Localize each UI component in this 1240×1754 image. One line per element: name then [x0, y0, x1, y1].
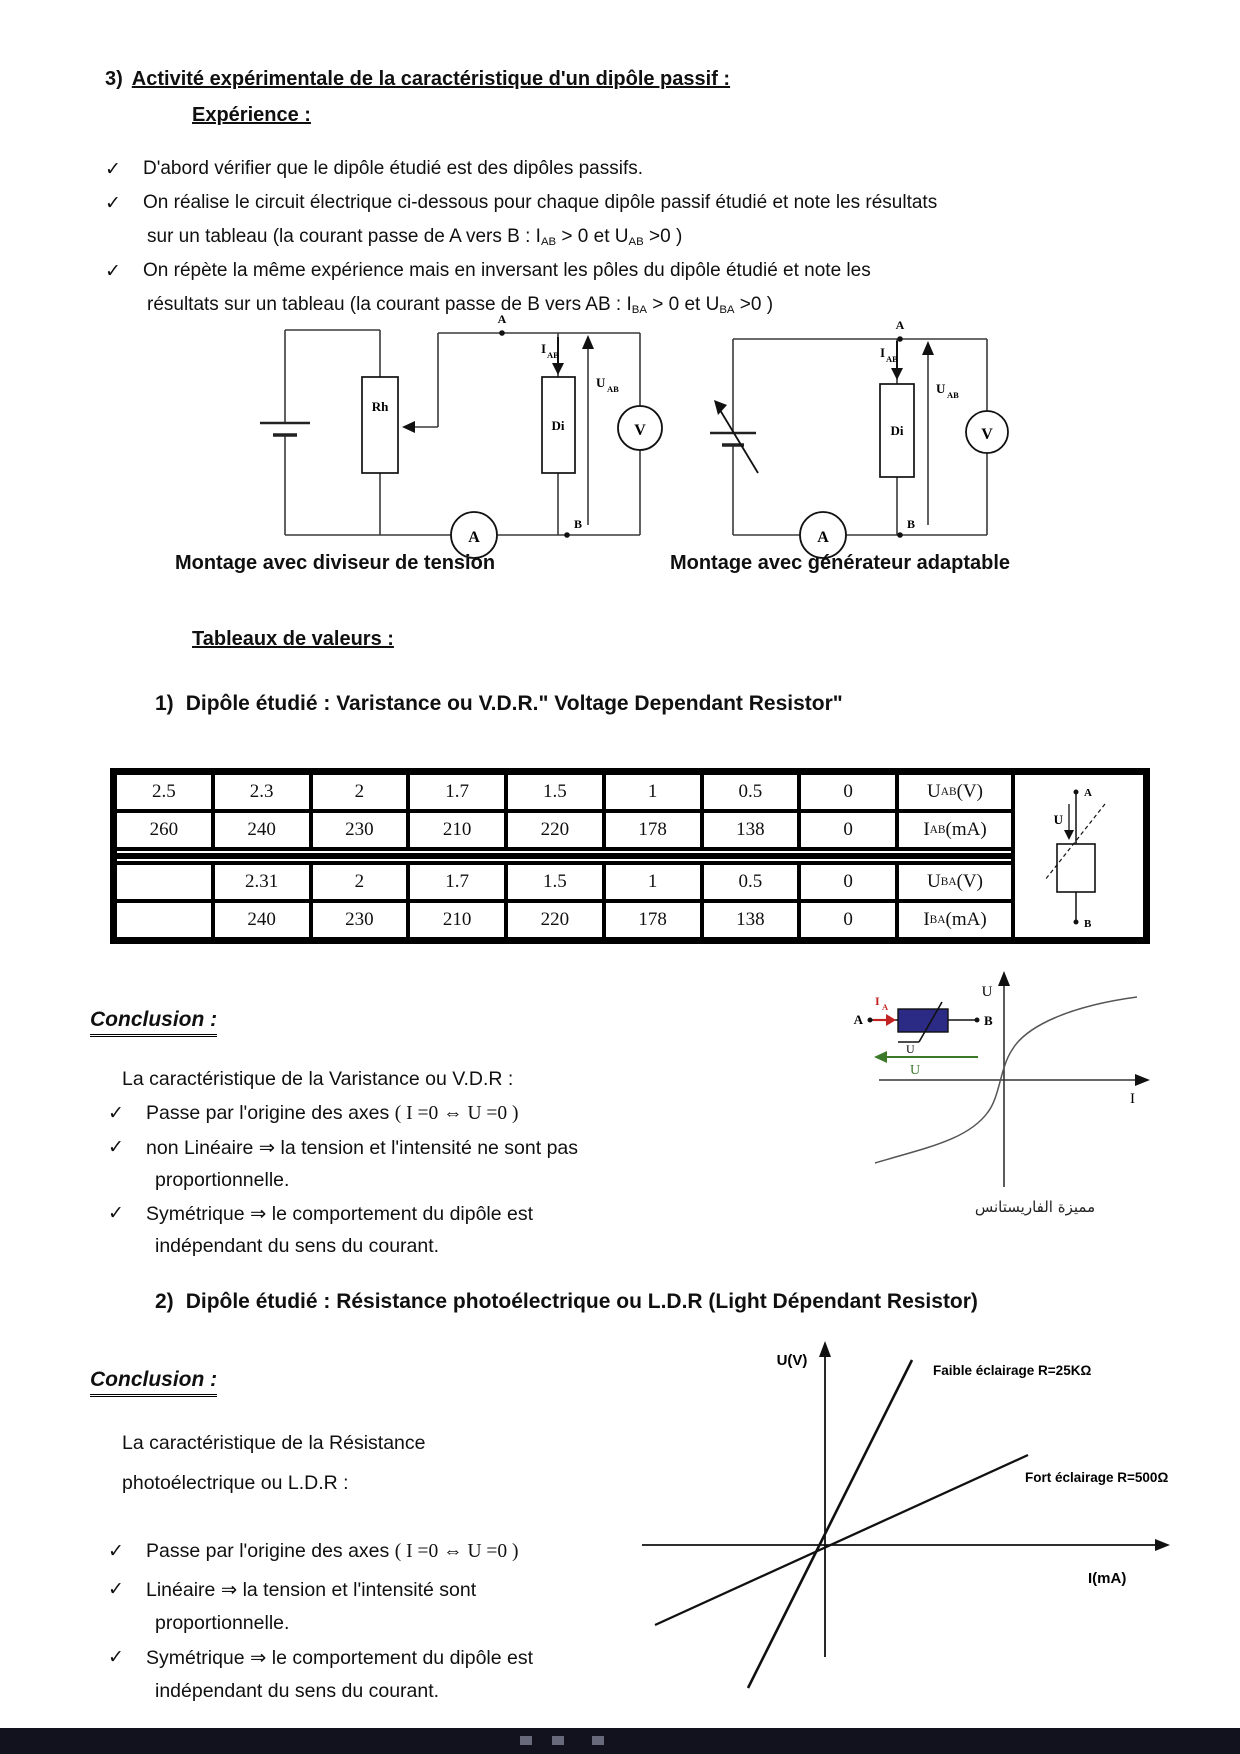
current-sub: A — [882, 1002, 889, 1012]
bullet-text: On réalise le circuit électrique ci-dessous pour chaque dipôle passif étudié et note les résultats — [143, 192, 938, 213]
u-axis-arrow-icon — [998, 971, 1010, 986]
bullet-line — [108, 1578, 476, 1602]
table-cell: 2.3 — [215, 775, 309, 809]
conclusion2-intro-line1: La caractéristique de la Résistance — [122, 1432, 426, 1454]
node-a-dot — [1074, 790, 1079, 795]
footer-mark — [592, 1736, 604, 1745]
circuit-diagram-adjustable-generator — [650, 285, 1030, 560]
dipole-label: Di — [551, 418, 565, 433]
table-cell: 220 — [508, 813, 602, 847]
bullet-line — [108, 1646, 533, 1670]
node-b-label: B — [907, 517, 916, 531]
check-icon: ✓ — [105, 261, 121, 282]
table-cell — [117, 903, 211, 937]
check-icon: ✓ — [105, 193, 121, 214]
varistor-box — [1057, 844, 1095, 892]
footer-bar — [0, 1728, 1240, 1754]
current-label: I — [880, 346, 885, 360]
current-label: I — [541, 342, 546, 356]
table-cell: 2.5 — [117, 775, 211, 809]
check-icon: ✓ — [108, 1579, 124, 1600]
table-cell: 138 — [704, 813, 798, 847]
check-icon: ✓ — [108, 1103, 124, 1124]
conclusion2-heading: Conclusion : — [90, 1368, 217, 1397]
current-sub: AB — [547, 350, 559, 360]
node-a-dot — [499, 330, 505, 336]
conclusion1-heading: Conclusion : — [90, 1008, 217, 1037]
node-a-label: A — [895, 318, 905, 332]
table-cell: 0 — [801, 775, 895, 809]
table-cell: 0.5 — [704, 865, 798, 899]
vdr-characteristic-figure — [760, 960, 1180, 1240]
bullet-text: Linéaire ⇒ la tension et l'intensité sont — [146, 1579, 477, 1601]
wiper-arrow-icon — [402, 421, 415, 433]
check-icon: ✓ — [108, 1541, 124, 1562]
current-arrow-icon — [886, 1014, 896, 1026]
item1-heading — [155, 692, 843, 716]
line-high-light — [655, 1455, 1028, 1625]
table-cell: 210 — [410, 903, 504, 937]
ammeter-label: A — [817, 529, 829, 546]
table-cell: 0 — [801, 813, 895, 847]
bullet-line — [105, 226, 682, 248]
node-b-dot — [1074, 920, 1079, 925]
table-cell: 240 — [215, 813, 309, 847]
voltage-arrow-icon — [1064, 830, 1074, 840]
values-table — [110, 768, 1150, 944]
i-axis-label: I(mA) — [1088, 1570, 1127, 1587]
i-axis-arrow-icon — [1155, 1539, 1170, 1551]
bullet-line — [105, 192, 937, 215]
i-axis-arrow-icon — [1135, 1074, 1150, 1086]
label-high-light: Fort éclairage R=500Ω — [1025, 1470, 1169, 1485]
current-arrow-icon — [891, 368, 903, 380]
bullet-line — [108, 1202, 533, 1226]
conclusion1-intro: La caractéristique de la Varistance ou V.D.R : — [122, 1068, 514, 1090]
table-cell: 1.7 — [410, 865, 504, 899]
footer-mark — [520, 1736, 532, 1745]
bullet-line — [108, 1136, 578, 1160]
u-axis-label: U — [981, 984, 993, 1000]
node-b-label: B — [574, 517, 583, 531]
bullet-text: non Linéaire ⇒ la tension et l'intensité ne sont pas — [146, 1137, 579, 1159]
symbol-u-label: U — [906, 1042, 915, 1056]
bullet-text: On répète la même expérience mais en inversant les pôles du dipôle étudié et note les — [143, 260, 871, 281]
table-row-label: U AB (V) — [899, 775, 1011, 809]
main-heading — [105, 68, 730, 91]
table-cell: 1.5 — [508, 865, 602, 899]
conclusion2-intro-line2: photoélectrique ou L.D.R : — [122, 1472, 349, 1494]
bullet-text: indépendant du sens du courant. — [155, 1235, 440, 1257]
table-cell: 138 — [704, 903, 798, 937]
table-cell: 2.31 — [215, 865, 309, 899]
table-double-separator — [117, 851, 1011, 861]
table-row-label: I BA (mA) — [899, 903, 1011, 937]
check-icon: ✓ — [105, 159, 121, 180]
circuit-diagram-voltage-divider — [230, 285, 670, 560]
table-row-label: I AB (mA) — [899, 813, 1011, 847]
voltage-sub: AB — [607, 384, 619, 394]
table-cell: 230 — [313, 813, 407, 847]
table-cell — [117, 865, 211, 899]
voltmeter-label: V — [634, 422, 646, 439]
tables-heading: Tableaux de valeurs : — [192, 628, 394, 650]
table-cell: 2 — [313, 775, 407, 809]
table-cell: 0 — [801, 865, 895, 899]
table-row-label: U BA (V) — [899, 865, 1011, 899]
node-a-label: A — [497, 312, 507, 326]
check-icon: ✓ — [108, 1647, 124, 1668]
bullet-line — [108, 1102, 519, 1125]
heading-number: 3) — [105, 68, 123, 90]
voltage-sub: AB — [947, 390, 959, 400]
node-b-dot — [564, 532, 570, 538]
bullet-text: Passe par l'origine des axes ( I =0 ⇔ U =0 ) — [146, 1102, 519, 1124]
ldr-characteristic-graph — [630, 1335, 1190, 1700]
voltage-arrow-icon — [582, 335, 594, 349]
check-icon: ✓ — [108, 1203, 124, 1224]
rheostat-box — [362, 377, 398, 473]
table-cell: 178 — [606, 813, 700, 847]
varistor-symbol — [1019, 776, 1139, 936]
rheostat-label: Rh — [371, 399, 389, 414]
line-low-light — [748, 1360, 912, 1688]
bullet-line — [108, 1540, 519, 1563]
varistor-box — [898, 1009, 948, 1032]
table-cell: 260 — [117, 813, 211, 847]
i-axis-label: I — [1130, 1091, 1135, 1107]
node-b-dot — [975, 1018, 980, 1023]
bullet-text: Symétrique ⇒ le comportement du dipôle est — [146, 1647, 534, 1669]
caption-voltage-divider: Montage avec diviseur de tension — [174, 552, 496, 574]
bullet-text: D'abord vérifier que le dipôle étudié est des dipôles passifs. — [143, 158, 644, 179]
table-cell: 1.5 — [508, 775, 602, 809]
current-sub: AB — [886, 354, 898, 364]
footer-mark — [552, 1736, 564, 1745]
voltage-label: U — [936, 381, 946, 396]
table-cell: 210 — [410, 813, 504, 847]
item1-title: Dipôle étudié : Varistance ou V.D.R." Voltage Dependant Resistor" — [185, 692, 843, 715]
varistor-symbol-cell — [1015, 775, 1143, 937]
table-cell: 1.7 — [410, 775, 504, 809]
current-arrow-icon — [552, 363, 564, 375]
bullet-text: Symétrique ⇒ le comportement du dipôle est — [146, 1203, 534, 1225]
bullet-text: indépendant du sens du courant. — [155, 1680, 440, 1702]
table-cell: 220 — [508, 903, 602, 937]
table-cell: 1 — [606, 775, 700, 809]
bullet-line — [105, 158, 643, 181]
table-cell: 178 — [606, 903, 700, 937]
voltage-label: U — [1053, 812, 1063, 827]
node-b-dot — [897, 532, 903, 538]
bullet-line — [105, 260, 871, 283]
voltage-arrow-icon — [874, 1051, 887, 1063]
u-axis-arrow-icon — [819, 1341, 831, 1357]
node-a-label: A — [1084, 787, 1092, 799]
node-a-dot — [868, 1018, 873, 1023]
node-b-label: B — [984, 1013, 993, 1028]
table-cell: 0.5 — [704, 775, 798, 809]
voltage-label: U — [596, 375, 606, 390]
voltage-arrow-icon — [922, 341, 934, 355]
dipole-label: Di — [890, 423, 904, 438]
bullet-line — [108, 1680, 439, 1703]
bullet-text: proportionnelle. — [155, 1612, 290, 1634]
item2-title: Dipôle étudié : Résistance photoélectrique ou L.D.R (Light Dépendant Resistor) — [185, 1290, 978, 1313]
figure-caption-arabic: مميزة الفاريستانس — [974, 1198, 1096, 1216]
bullet-line — [108, 1235, 439, 1258]
adjustable-arrow-icon — [714, 400, 727, 415]
bullet-line — [108, 1169, 289, 1192]
bullet-text: sur un tableau (la courant passe de A vers B : $I_{AB} > 0$ et $U_{AB} >0$ ) — [147, 226, 683, 249]
heading-title: Activité expérimentale de la caractéristique d'un dipôle passif : — [131, 68, 731, 90]
table-cell: 240 — [215, 903, 309, 937]
ammeter-label: A — [468, 529, 480, 546]
table-cell: 230 — [313, 903, 407, 937]
item2-heading — [155, 1290, 978, 1314]
bullet-line — [108, 1612, 289, 1635]
label-low-light: Faible éclairage R=25KΩ — [933, 1363, 1092, 1378]
experience-subheading: Expérience : — [192, 104, 311, 126]
caption-adjustable-generator: Montage avec générateur adaptable — [669, 552, 1011, 574]
bullet-text: Passe par l'origine des axes ( I =0 ⇔ U =0 ) — [146, 1540, 519, 1562]
check-icon: ✓ — [108, 1137, 124, 1158]
node-a-dot — [897, 336, 903, 342]
table-cell: 0 — [801, 903, 895, 937]
bullet-text: proportionnelle. — [155, 1169, 290, 1191]
table-cell: 2 — [313, 865, 407, 899]
item2-number: 2) — [155, 1290, 174, 1313]
table-cell: 1 — [606, 865, 700, 899]
current-label: I — [875, 994, 880, 1008]
node-b-label: B — [1084, 918, 1092, 930]
bullet-text: résultats sur un tableau (la courant passe de B vers AB : $I_{BA} > 0$ et $U_{BA} >0$ ) — [147, 294, 774, 317]
voltage-arrow-label: U — [910, 1063, 921, 1078]
item1-number: 1) — [155, 692, 174, 715]
node-a-label: A — [853, 1012, 863, 1027]
voltmeter-label: V — [981, 426, 993, 443]
u-axis-label: U(V) — [776, 1352, 808, 1369]
